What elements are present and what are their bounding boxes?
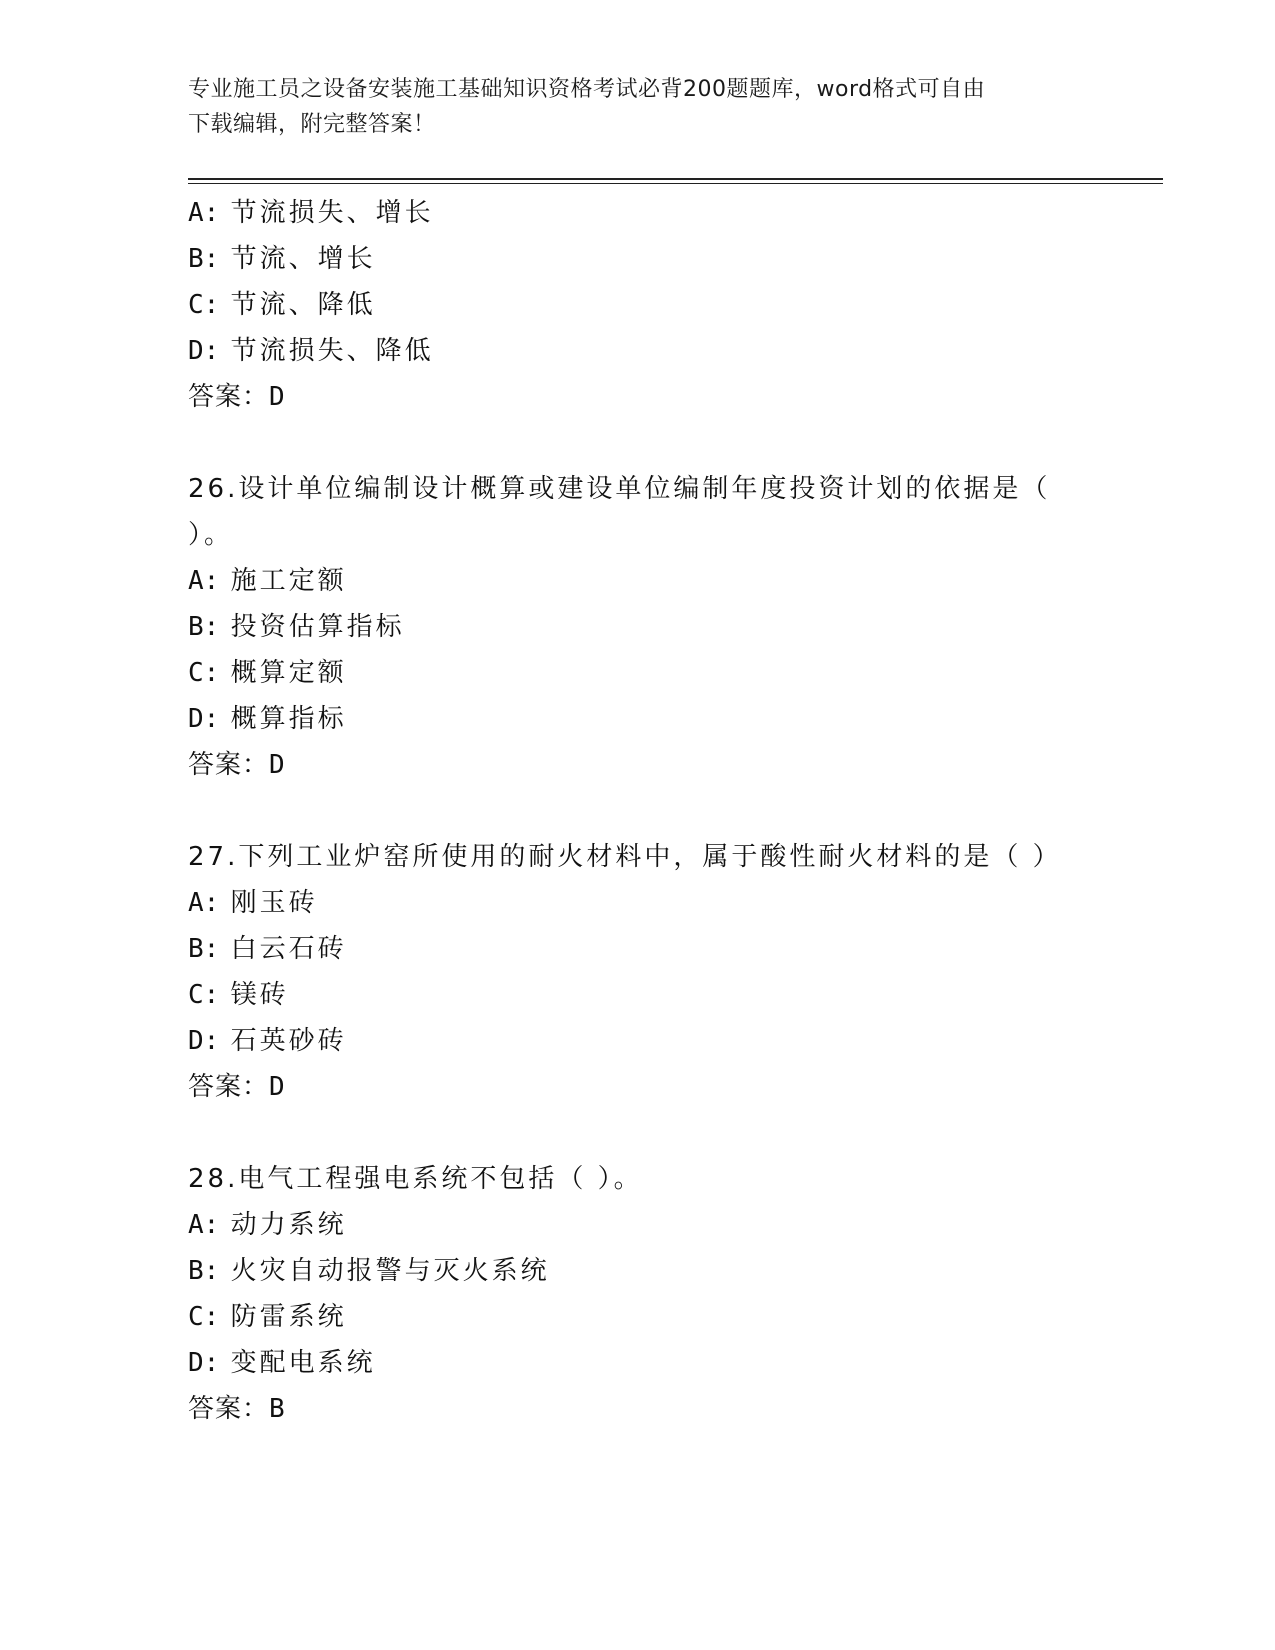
question-stem-continued: ）。 xyxy=(188,520,234,550)
answer-line: 答案：D xyxy=(188,382,285,412)
question-stem: 28.电气工程强电系统不包括（ ）。 xyxy=(188,1164,643,1194)
option-c: C: 节流、降低 xyxy=(188,290,376,320)
option-b: B: 白云石砖 xyxy=(188,934,347,964)
answer-line: 答案：D xyxy=(188,750,285,780)
question-block-26 xyxy=(188,466,1068,788)
question-block-28 xyxy=(188,1156,1068,1432)
header-line-2: 下载编辑，附完整答案！ xyxy=(188,112,436,137)
document-header xyxy=(188,72,1068,142)
option-c: C: 镁砖 xyxy=(188,980,289,1010)
question-block-27 xyxy=(188,834,1068,1110)
option-a: A: 施工定额 xyxy=(188,566,347,596)
option-d: D: 石英砂砖 xyxy=(188,1026,347,1056)
option-a: A: 刚玉砖 xyxy=(188,888,318,918)
option-b: B: 火灾自动报警与灭火系统 xyxy=(188,1256,550,1286)
header-divider-thin xyxy=(188,183,1163,184)
answer-line: 答案：D xyxy=(188,1072,285,1102)
option-c: C: 概算定额 xyxy=(188,658,347,688)
option-b: B: 投资估算指标 xyxy=(188,612,405,642)
question-stem: 27.下列工业炉窑所使用的耐火材料中，属于酸性耐火材料的是（ ） xyxy=(188,842,1062,872)
option-b: B: 节流、增长 xyxy=(188,244,376,274)
answer-line: 答案：B xyxy=(188,1394,285,1424)
option-d: D: 变配电系统 xyxy=(188,1348,376,1378)
question-stem: 26.设计单位编制设计概算或建设单位编制年度投资计划的依据是（ xyxy=(188,474,1051,504)
question-list xyxy=(188,190,1068,1432)
option-a: A: 动力系统 xyxy=(188,1210,347,1240)
option-d: D: 概算指标 xyxy=(188,704,347,734)
question-block-25 xyxy=(188,190,1068,420)
option-c: C: 防雷系统 xyxy=(188,1302,347,1332)
header-divider-thick xyxy=(188,178,1163,180)
option-d: D: 节流损失、降低 xyxy=(188,336,434,366)
option-a: A: 节流损失、增长 xyxy=(188,198,434,228)
header-line-1: 专业施工员之设备安装施工基础知识资格考试必背200题题库，word格式可自由 xyxy=(188,77,986,102)
